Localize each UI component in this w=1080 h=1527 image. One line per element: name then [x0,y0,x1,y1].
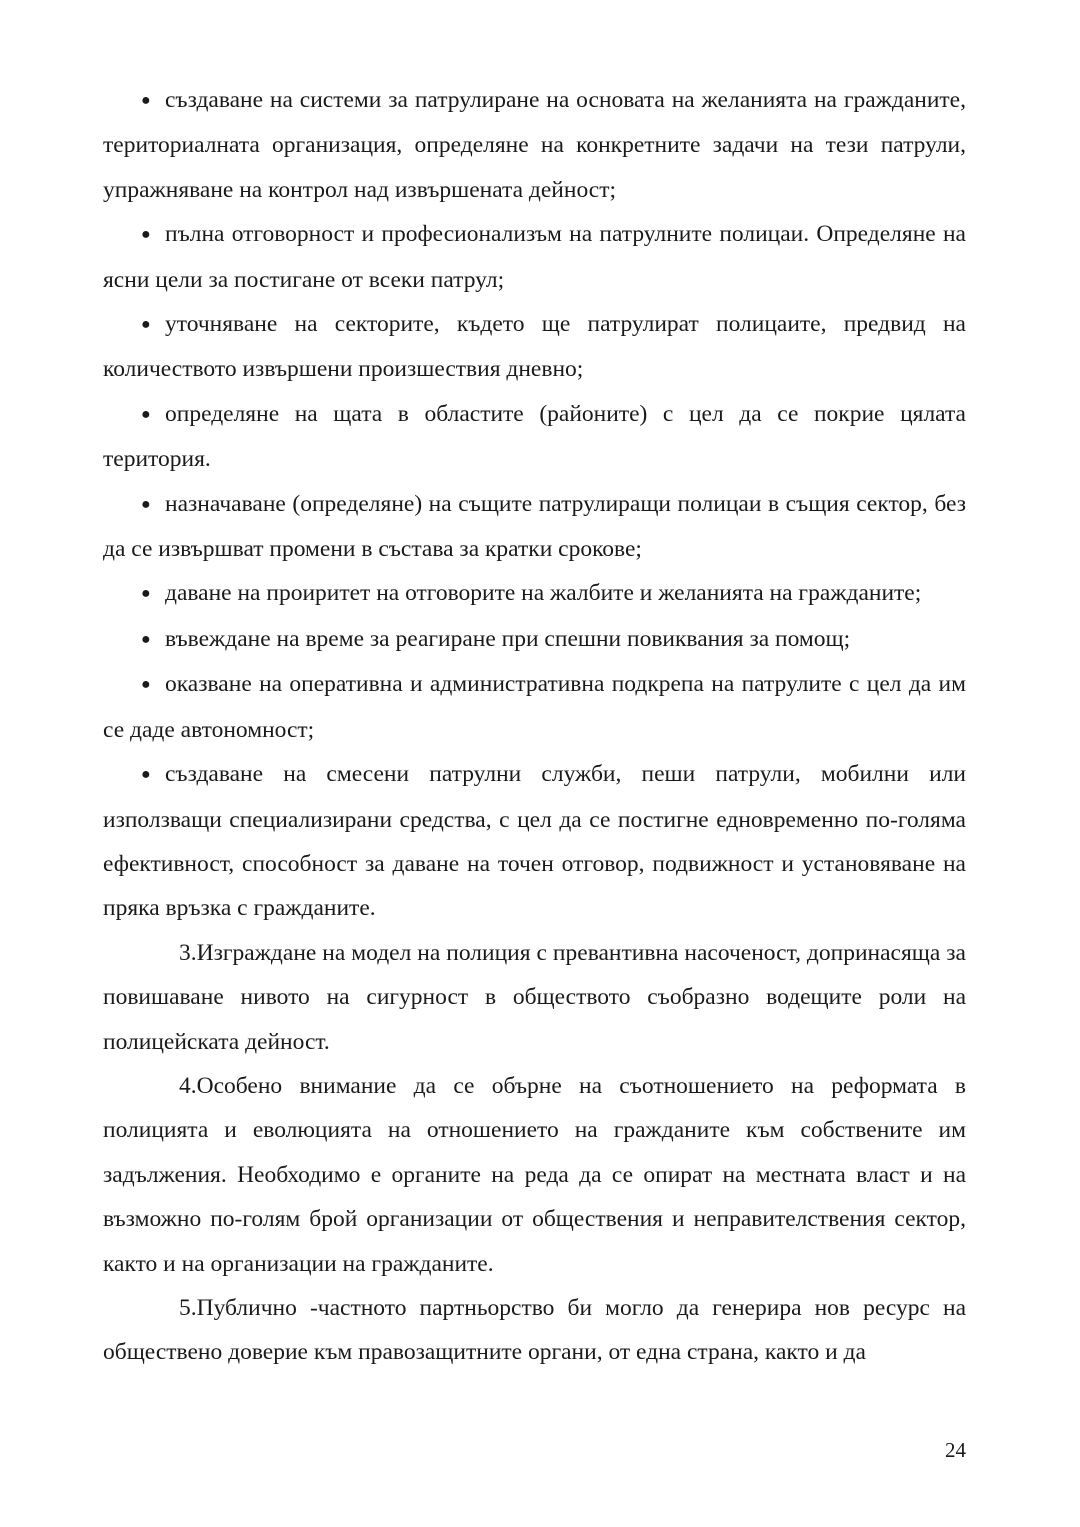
bullet-item [103,482,966,572]
bullet-icon: ● [141,585,151,603]
bullet-icon: ● [141,766,151,784]
bullet-icon: ● [141,226,151,244]
page-number: 24 [945,1438,966,1462]
bullet-icon: ● [141,316,151,334]
bullet-icon: ● [141,92,151,109]
bullet-item [103,392,966,482]
bullet-text: определяне на щата в областите (районите) с цел да се покрие цялата територия. [103,400,966,473]
bullet-item [103,617,966,662]
paragraph-3: 3.Изграждане на модел на полиция с превантивна насоченост, допринасяща за повишаване нивото на сигурност в обществото съобразно водещите роли на полицейската дейност. [103,939,966,1055]
bullet-text: пълна отговорност и професионализъм на патрулните полицаи. Определяне на ясни цели за постигане от всеки патрул; [103,221,966,293]
bullet-item [103,212,966,302]
bullet-item [103,571,966,616]
bullet-item [103,302,966,392]
paragraph-5: 5.Публично -частното партньорство би могло да генерира нов ресурс на обществено доверие към правозащитните органи, от една страна, както и да [103,1294,966,1366]
bullet-text: даване на проиритет на отговорите на жалбите и желанията на гражданите; [165,580,922,607]
bullet-icon: ● [141,630,151,648]
bullet-item [103,78,966,212]
bullet-text: назначаване (определяне) на същите патрулиращи полицаи в същия сектор, без да се извършват промени в състава за кратки срокове; [103,490,966,563]
document-body [103,78,966,1375]
bullet-text: създаване на системи за патрулиране на основата на желанията на гражданите, териториалната организация, определяне на конкретните задачи на тези патрули, упражняване на контрол над извършената дейност; [103,87,966,203]
bullet-item [103,662,966,752]
bullet-icon: ● [141,676,151,694]
bullet-item [103,752,966,931]
bullet-text: уточняване на секторите, където ще патрулират полицаите, предвид на количеството извършени произшествия дневно; [103,311,966,383]
paragraph-4: 4.Особено внимание да се обърне на съотношението на реформата в полицията и еволюцията на отношението на гражданите към собствените им задължения. Необходимо е органите на реда да се опират на местната власт и на възможно по-голям брой организации от обществения и неправителствения сектор, както и на организации на гражданите. [103,1072,966,1277]
bullet-icon: ● [141,405,151,423]
bullet-icon: ● [141,495,151,513]
bullet-text: въвеждане на време за реагиране при спешни повиквания за помощ; [165,625,851,652]
bullet-text: създаване на смесени патрулни служби, пеши патрули, мобилни или използващи специализирани средства, с цел да се постигне едновременно по-голяма ефективност, способност за даване на точен отговор, подвижност и установяване на пряка връзка с гражданите. [103,761,966,922]
bullet-text: оказване на оперативна и административна подкрепа на патрулите с цел да им се даде автономност; [103,671,966,743]
